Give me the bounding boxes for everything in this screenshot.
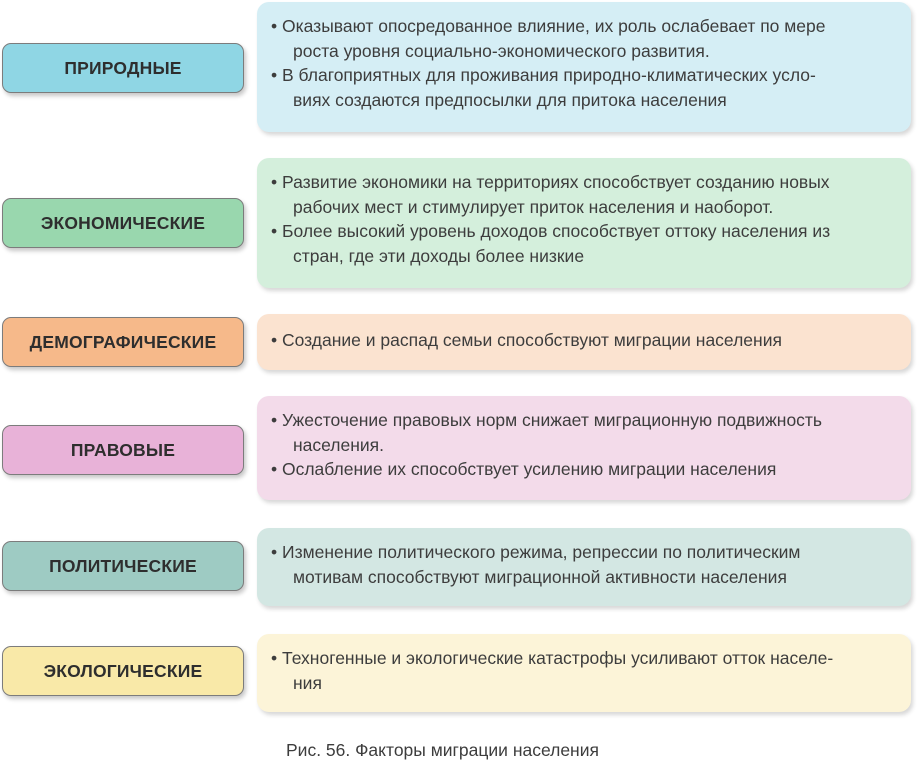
factor-label-political: ПОЛИТИЧЕСКИЕ bbox=[2, 541, 244, 591]
factor-text-line: роста уровня социально-экономического развития. bbox=[293, 40, 710, 61]
factor-panel-legal bbox=[257, 396, 911, 500]
factor-text-line: виях создаются предпосылки для притока населения bbox=[293, 89, 727, 110]
factor-text-line: • Создание и распад семьи способствуют миграции населения bbox=[271, 330, 782, 350]
factor-text-line: • Изменение политического режима, репрессии по политическим bbox=[271, 542, 801, 562]
figure-caption: Рис. 56. Факторы миграции населения bbox=[286, 740, 599, 760]
factor-panel-natural bbox=[257, 2, 911, 132]
factor-label-legal: ПРАВОВЫЕ bbox=[2, 425, 244, 475]
factor-text-line: • Развитие экономики на территориях способствует созданию новых bbox=[271, 172, 830, 192]
factor-text-line: населения. bbox=[293, 434, 385, 455]
factor-text-line: • Техногенные и экологические катастрофы усиливают отток населе- bbox=[271, 648, 834, 668]
factor-text-line: мотивам способствуют миграционной активности населения bbox=[293, 566, 787, 587]
factor-panel-demographic bbox=[257, 314, 911, 370]
factor-panel-ecological bbox=[257, 634, 911, 712]
factor-text-line: рабочих мест и стимулирует приток населения и наоборот. bbox=[293, 196, 774, 217]
factor-panel-economic bbox=[257, 158, 911, 288]
factor-label-ecological: ЭКОЛОГИЧЕСКИЕ bbox=[2, 646, 244, 696]
factor-panel-political bbox=[257, 528, 911, 606]
factor-label-demographic: ДЕМОГРАФИЧЕСКИЕ bbox=[2, 317, 244, 367]
factor-text-line: ния bbox=[293, 672, 322, 693]
factor-text-line: • Оказывают опосредованное влияние, их роль ослабевает по мере bbox=[271, 16, 826, 36]
factor-text-line: стран, где эти доходы более низкие bbox=[293, 245, 585, 266]
factor-text-line: • Ослабление их способствует усилению миграции населения bbox=[271, 459, 777, 479]
factor-text-line: • В благоприятных для проживания природно-климатических усло- bbox=[271, 65, 816, 85]
factor-label-natural: ПРИРОДНЫЕ bbox=[2, 43, 244, 93]
factor-text-line: • Более высокий уровень доходов способствует оттоку населения из bbox=[271, 221, 831, 241]
factor-text-line: • Ужесточение правовых норм снижает миграционную подвижность bbox=[271, 410, 823, 430]
factor-label-economic: ЭКОНОМИЧЕСКИЕ bbox=[2, 198, 244, 248]
